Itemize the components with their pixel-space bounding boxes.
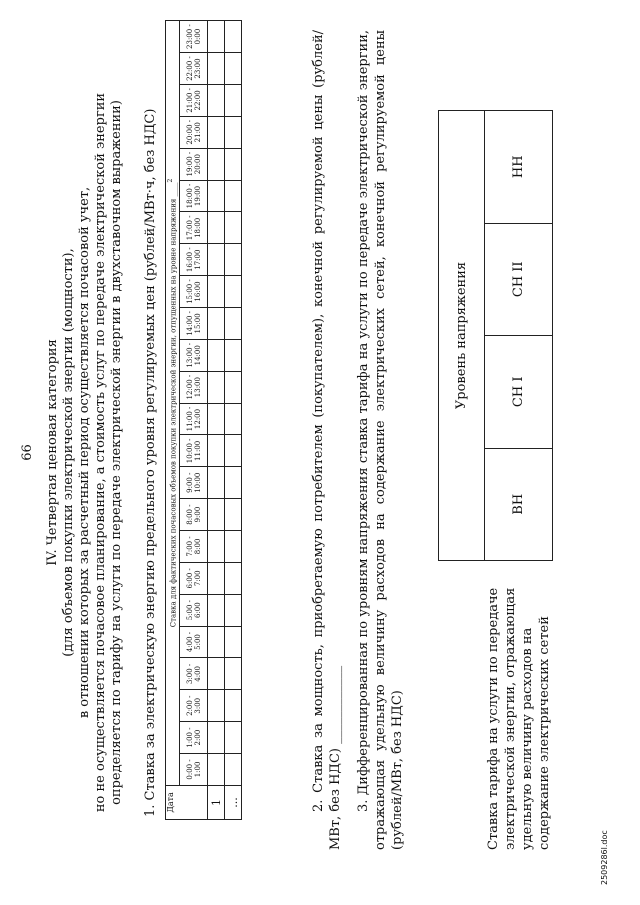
section2-text: 2. Ставка за мощность, приобретаемую потребителем (покупателем), конечной регулируемой цены (рублей/МВт, без НДС) ____________ — [311, 30, 343, 850]
hour-cell: 14:00 - 15:00 — [180, 307, 208, 339]
table-row — [225, 21, 242, 820]
hour-cell: 20:00 - 21:00 — [180, 116, 208, 148]
hour-cell: 23:00 - 0:00 — [180, 21, 208, 53]
hour-cell: 6:00 - 7:00 — [180, 562, 208, 594]
hour-cell: 15:00 - 16:00 — [180, 276, 208, 308]
level-sn1: СН I — [485, 336, 553, 449]
level-sn2: СН II — [485, 223, 553, 336]
heading-line: но не осуществляется почасовое планирование, а стоимость услуг по передаче электрической энергии — [93, 92, 108, 813]
hour-cell: 3:00 - 4:00 — [180, 658, 208, 690]
hour-cell: 4:00 - 5:00 — [180, 626, 208, 658]
level-vn: ВН — [485, 448, 553, 561]
hourly-rate-table — [165, 20, 242, 820]
hour-cell: 5:00 - 6:00 — [180, 594, 208, 626]
heading-line: в отношении которых за расчетный период осуществляется почасовой учет, — [77, 186, 92, 719]
hour-cell: 7:00 - 8:00 — [180, 530, 208, 562]
tariff-table — [438, 110, 553, 850]
hour-cell: 0:00 - 1:00 — [180, 754, 208, 786]
hour-cell: 1:00 - 2:00 — [180, 722, 208, 754]
hour-cell: 2:00 - 3:00 — [180, 690, 208, 722]
table-row — [208, 21, 225, 820]
hourly-header: Ставка для фактических почасовых объемов покупки электрической энергии, отпущенных на уровне напряжения ____$^2$ — [166, 21, 180, 786]
hour-cell: 9:00 - 10:00 — [180, 467, 208, 499]
hour-cell: 22:00 - 23:00 — [180, 53, 208, 85]
level-nn: НН — [485, 111, 553, 224]
footer-filename: 2509286l.doc — [600, 830, 609, 885]
hour-cell: 17:00 - 18:00 — [180, 212, 208, 244]
section3-text: 3. Дифференцированная по уровням напряжения ставка тарифа на услуги по передаче электрической энергии, отражающая удельную величину расходов на содержание электрических сетей, конечной регулируемой цены (рублей/МВт, без НДС) — [356, 30, 405, 850]
voltage-level-header: Уровень напряжения — [439, 111, 485, 561]
hour-cell: 13:00 - 14:00 — [180, 339, 208, 371]
section1-title: 1. Ставка за электрическую энергию предельного уровня регулируемых цен (рублей/МВт·ч, без НДС) — [143, 108, 158, 817]
heading-line: (для объемов покупки электрической энергии (мощности), — [61, 248, 76, 657]
heading-title: IV. Четвертая ценовая категория — [45, 339, 60, 566]
row-label: 1 — [208, 785, 225, 819]
tariff-row-label: Ставка тарифа на услуги по передаче электрической энергии, отражающая удельную величину расходов на содержание электрических сетей — [485, 587, 552, 850]
hour-cell: 8:00 - 9:00 — [180, 499, 208, 531]
hour-cell: 11:00 - 12:00 — [180, 403, 208, 435]
hour-cell: 21:00 - 22:00 — [180, 84, 208, 116]
row-label: ... — [225, 785, 242, 819]
hour-cell: 19:00 - 20:00 — [180, 148, 208, 180]
date-column-header: Дата — [166, 785, 208, 819]
hour-cell: 12:00 - 13:00 — [180, 371, 208, 403]
hour-cell: 10:00 - 11:00 — [180, 435, 208, 467]
page-number: 66 — [20, 444, 35, 461]
hour-cell: 16:00 - 17:00 — [180, 244, 208, 276]
hour-cell: 18:00 - 19:00 — [180, 180, 208, 212]
heading-line: определяется по тарифу на услуги по передаче электрической энергии в двухставочном выражении) — [109, 100, 124, 805]
